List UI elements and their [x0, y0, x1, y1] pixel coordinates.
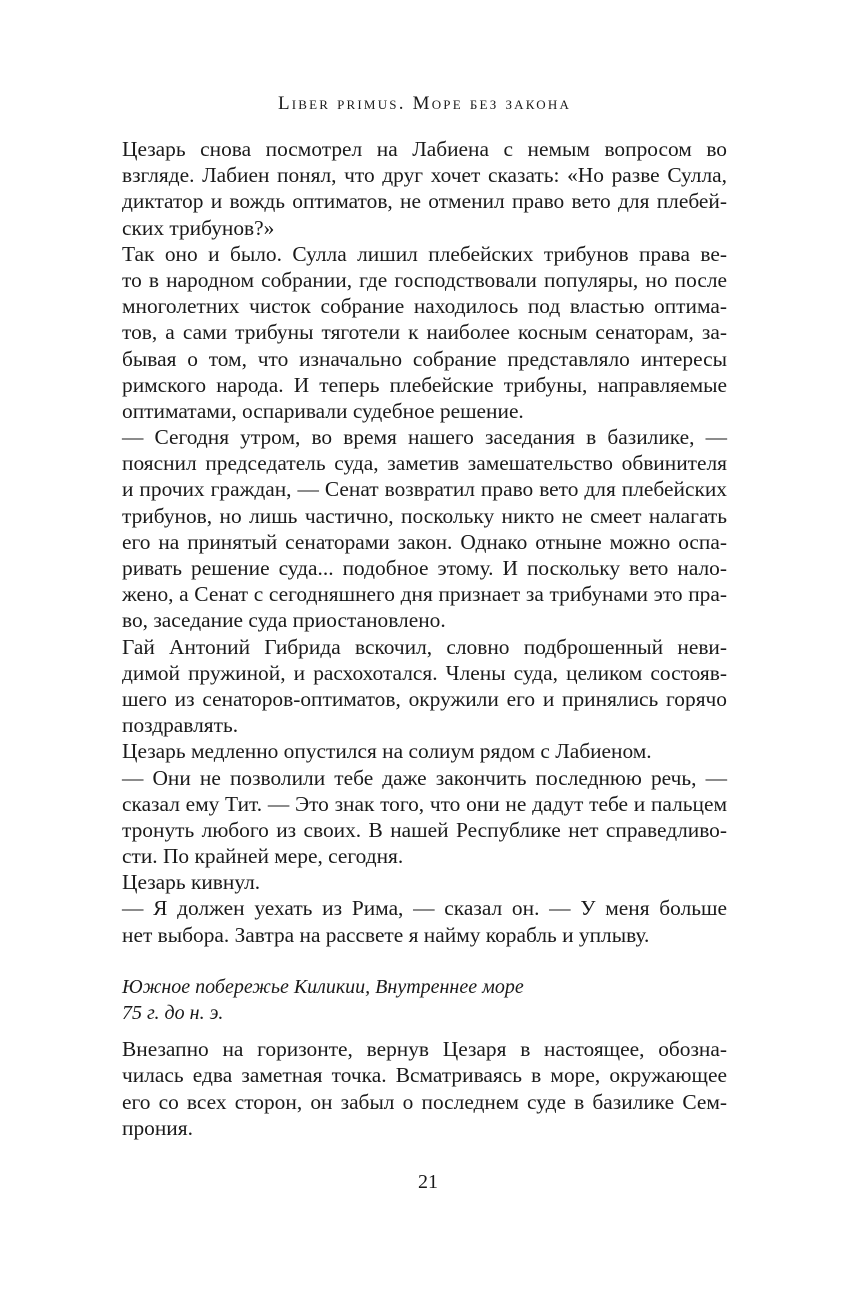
text-line: трибунов, но лишь частично, поскольку никто не смеет налагать [122, 503, 727, 528]
paragraph [122, 895, 727, 947]
text-line: прония. [122, 1115, 193, 1140]
text-line: — Сегодня утром, во время нашего заседания в базилике, — [122, 425, 727, 450]
text-line: во, заседание суда приостановлено. [122, 608, 446, 633]
paragraph [122, 765, 727, 870]
text-line: тронуть любого из своих. В нашей Республике нет справедливо- [122, 817, 727, 842]
text-line: Цезарь снова посмотрел на Лабиена с немым вопросом во [122, 137, 727, 161]
paragraph [122, 869, 727, 895]
text-line: жено, а Сенат с сегодняшнего дня признает за трибунами это пра- [122, 582, 727, 607]
text-line: — Я должен уехать из Рима, — сказал он. — У меня больше [122, 896, 727, 921]
scene-gap [122, 1026, 727, 1036]
text-line: Гай Антоний Гибрида вскочил, словно подброшенный неви- [122, 634, 727, 659]
text-line: диктатор и вождь оптиматов, не отменил право вето для плебей- [122, 189, 727, 214]
paragraph [122, 634, 727, 739]
text-line: и прочих граждан, — Сенат возвратил право вето для плебейских [122, 477, 727, 502]
paragraph [122, 136, 727, 241]
text-line: его на принятый сенаторами закон. Однако отныне можно оспа- [122, 529, 727, 554]
text-line: Так оно и было. Сулла лишил плебейских трибунов права ве- [122, 241, 727, 266]
text-line: его со всех сторон, он забыл о последнем суде в базилике Сем- [122, 1089, 727, 1114]
text-line: Цезарь кивнул. [122, 870, 261, 895]
scene-place: Южное побережье Киликии, Внутреннее море [122, 975, 524, 998]
text-line: взгляде. Лабиен понял, что друг хочет сказать: «Но разве Сулла, [122, 163, 727, 188]
text-line: Цезарь медленно опустился на солиум рядом с Лабиеном. [122, 739, 652, 764]
text-line: римского народа. И теперь плебейские трибуны, направляемые [122, 372, 727, 397]
scene-date: 75 г. до н. э. [122, 1002, 224, 1024]
text-line: сти. По крайней мере, сегодня. [122, 844, 404, 869]
scene-heading [122, 974, 727, 1026]
text-line: — Они не позволили тебе даже закончить последнюю речь, — [122, 765, 727, 790]
body-text [122, 136, 727, 1141]
section-break [122, 948, 727, 974]
paragraph [122, 424, 727, 634]
text-line: ских трибунов?» [122, 215, 275, 240]
text-line: тов, а сами трибуны тяготели к наиболее косным сенаторам, за- [122, 320, 727, 345]
text-line: ривать решение суда... подобное этому. И поскольку вето нало- [122, 556, 727, 580]
paragraph [122, 241, 727, 424]
page-number: 21 [418, 1171, 438, 1193]
text-line: Внезапно на горизонте, вернув Цезаря в настоящее, обозна- [122, 1037, 727, 1062]
text-line: бывая о том, что изначально собрание представляло интересы [122, 346, 727, 371]
paragraph [122, 1036, 727, 1141]
text-line: оптиматами, оспаривали судебное решение. [122, 398, 524, 423]
text-line: шего из сенаторов-оптиматов, окружили его и принялись горячо [122, 686, 727, 711]
text-line: то в народном собрании, где господствовали популяры, но после [122, 267, 727, 292]
text-line: поздравлять. [122, 713, 239, 738]
text-line: димой пружиной, и расхохотался. Члены суда, целиком состояв- [122, 660, 727, 685]
paragraph [122, 738, 727, 764]
text-line: пояснил председатель суда, заметив замешательство обвинителя [122, 451, 727, 476]
text-line: сказал ему Тит. — Это знак того, что они не дадут тебе и пальцем [122, 791, 727, 816]
running-head: Liber primus. Море без закона [277, 93, 572, 114]
text-line: многолетних чисток собрание находилось под властью оптима- [122, 294, 727, 319]
text-line: нет выбора. Завтра на рассвете я найму корабль и уплыву. [122, 922, 650, 947]
text-line: чилась едва заметная точка. Всматриваясь в море, окружающее [122, 1063, 727, 1088]
